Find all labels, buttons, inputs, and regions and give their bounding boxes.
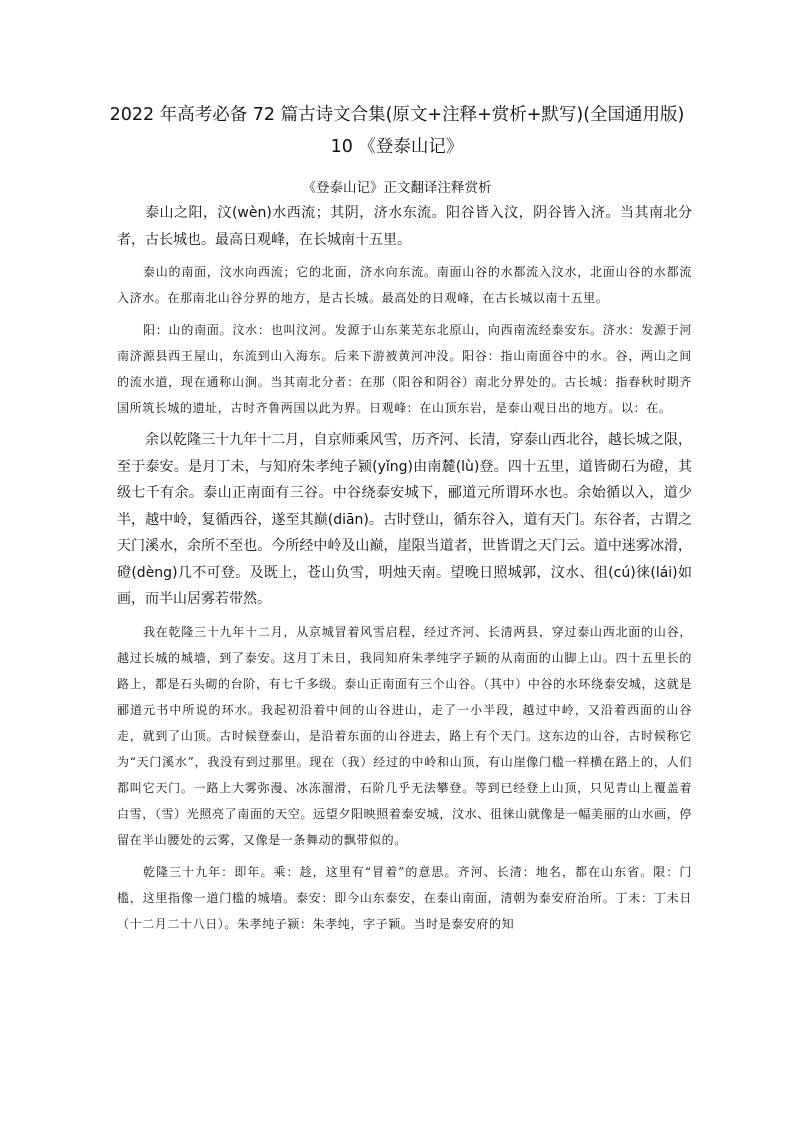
document-title-block (100, 99, 694, 163)
document-title-second-line: 10 《登泰山记》 (330, 137, 464, 157)
section-heading: 《登泰山记》正文翻译注释赏析 (302, 180, 492, 196)
document-body (117, 200, 692, 943)
original-paragraph-1: 泰山之阳，汶(wèn)水西流；其阴，济水东流。阳谷皆入汶，阴谷皆入济。当其南北分者，古长城也。最高日观峰，在长城南十五里。 (117, 205, 692, 248)
translation-paragraph-1: 泰山的南面，汶水向西流；它的北面，济水向东流。南面山谷的水都流入汶水，北面山谷的水都流入济水。在那南北山谷分界的地方，是古长城。最高处的日观峰，在古长城以南十五里。 (117, 265, 692, 305)
document-title: 2022 年高考必备 72 篇古诗文合集(原文+注释+赏析+默写)(全国通用版) (109, 105, 685, 125)
annotation-paragraph-1: 阳：山的南面。汶水：也叫汶河。发源于山东莱芜东北原山，向西南流经泰安东。济水：发源于河南济源县西王屋山，东流到山入海东。后来下游被黄河冲没。阳谷：指山南面谷中的水。谷，两山之间的流水道，现在通称山涧。当其南北分者：在那（阳谷和阴谷）南北分界处的。古长城：指春秋时期齐国所筑长城的遗址，古时齐鲁两国以此为界。日观峰：在山顶东岩，是泰山观日出的地方。以：在。 (117, 323, 692, 415)
translation-paragraph-2: 我在乾隆三十九年十二月，从京城冒着风雪启程，经过齐河、长清两县，穿过泰山西北面的山谷，越过长城的城墙，到了泰安。这月丁未日，我同知府朱孝纯字子颖的从南面的山脚上山。四十五里长的路上，都是石头砌的台阶，有七千多级。泰山正南面有三个山谷。（其中）中谷的水环绕泰安城，这就是郦道元书中所说的环水。我起初沿着中间的山谷进山，走了一小半段，越过中岭，又沿着西面的山谷走，就到了山顶。古时候登泰山，是沿着东面的山谷进去，路上有个天门。这东边的山谷，古时候称它为“天门溪水”，我没有到过那里。现在（我）经过的中岭和山顶，有山崖像门槛一样横在路上的，人们都叫它天门。一路上大雾弥漫、冰冻溜滑，石阶几乎无法攀登。等到已经登上山顶，只见青山上覆盖着白雪，（雪）光照亮了南面的天空。远望夕阳映照着泰安城，汶水、徂徕山就像是一幅美丽的山水画，停留在半山腰处的云雾，又像是一条舞动的飘带似的。 (117, 624, 692, 847)
original-paragraph-2: 余以乾隆三十九年十二月，自京师乘风雪，历齐河、长清，穿泰山西北谷，越长城之限，至于泰安。是月丁未，与知府朱孝纯子颍(yǐng)由南麓(lù)登。四十五里，道皆砌石为磴，其级七千有余。泰山正南面有三谷。中谷绕泰安城下，郦道元所谓环水也。余始循以入，道少半，越中岭，复循西谷，遂至其巅(diān)。古时登山，循东谷入，道有天门。东谷者，古谓之天门溪水，余所不至也。今所经中岭及山巅，崖限当道者，世皆谓之天门云。道中迷雾冰滑，磴(dèng)几不可登。及既上，苍山负雪，明烛天南。望晚日照城郭，汶水、徂(cú)徕(lái)如画，而半山居雾若带然。 (117, 432, 692, 607)
annotation-paragraph-2: 乾隆三十九年：即年。乘：趁，这里有“冒着”的意思。齐河、长清：地名，都在山东省。限：门槛，这里指像一道门槛的城墙。泰安：即今山东泰安，在泰山南面，清朝为泰安府治所。丁未：丁未日（十二月二十八日）。朱孝纯子颍：朱孝纯，字子颖。当时是泰安府的知 (117, 864, 692, 931)
